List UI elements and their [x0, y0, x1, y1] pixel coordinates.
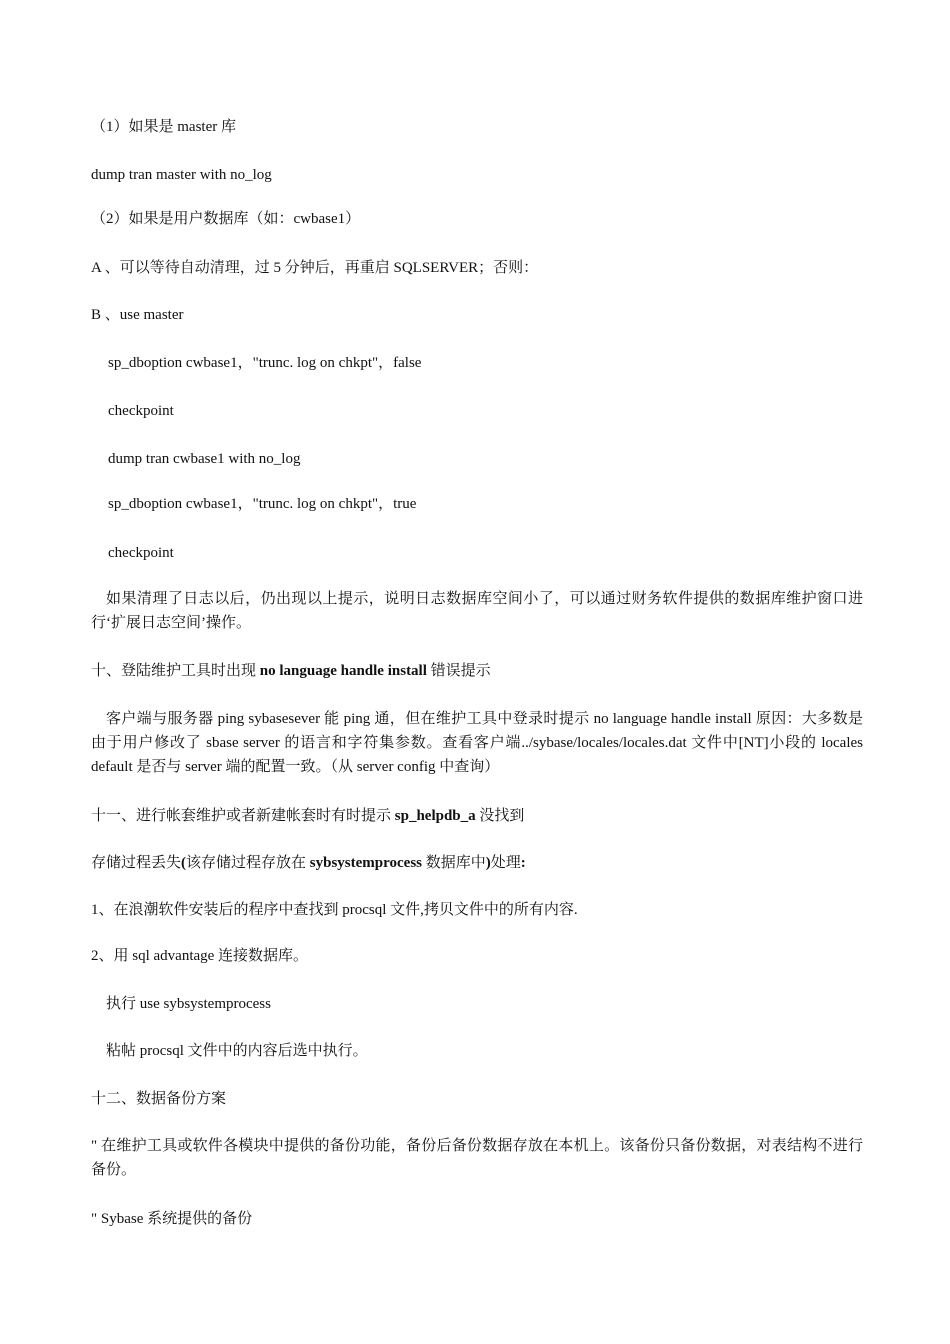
text-span: 处理 [490, 855, 521, 871]
heading-bold-text: no language handle install [259, 663, 427, 679]
text-line: A 、可以等待自动清理，过 5 分钟后，再重启 SQLSERVER；否则： [91, 260, 539, 276]
text-line: （1）如果是 master 库 [91, 119, 236, 135]
text-span: 数据库中 [422, 855, 486, 871]
heading-text: 没找到 [475, 808, 525, 824]
code-line: checkpoint [108, 545, 174, 561]
code-line: dump tran master with no_log [91, 167, 272, 183]
text-line: 粘帖 procsql 文件中的内容后选中执行。 [106, 1043, 368, 1059]
text-line: 执行 use sybsystemprocess [106, 996, 271, 1012]
code-line: B 、use master [91, 307, 184, 323]
paragraph: 客户端与服务器 ping sybasesever 能 ping 通，但在维护工具中登录时提示 no language handle install 原因：大多数是由于用户修改了 sbase server 的语言和字符集参数。查看客户端../sybase/locales/locales.dat 文件中[NT]小段的 locales default 是否与 server 端的配置一致。（从 server config 中查询） [91, 711, 863, 775]
section-heading-10 [91, 660, 866, 683]
text-line: " Sybase 系统提供的备份 [91, 1211, 253, 1227]
bold-span: sybsystemprocess [309, 855, 423, 871]
heading-text: 错误提示 [426, 663, 491, 679]
text-line: 2、用 sql advantage 连接数据库。 [91, 948, 309, 964]
paragraph: 如果清理了日志以后，仍出现以上提示，说明日志数据库空间小了，可以通过财务软件提供的数据库维护窗口进行‘扩展日志空间’操作。 [91, 591, 863, 631]
code-line: sp_dboption cwbase1，"trunc. log on chkpt"，true [108, 496, 417, 512]
heading-bold-text: sp_helpdb_a [394, 808, 476, 824]
heading-text: 十一、进行帐套维护或者新建帐套时有时提示 [91, 808, 395, 824]
paragraph: " 在维护工具或软件各模块中提供的备份功能，备份后备份数据存放在本机上。该备份只备份数据，对表结构不进行备份。 [91, 1138, 863, 1178]
section-heading-11 [91, 805, 866, 828]
bold-span: ) [485, 855, 491, 871]
text-line: 1、在浪潮软件安装后的程序中查找到 procsql 文件,拷贝文件中的所有内容. [91, 902, 578, 918]
section-heading-12: 十二、数据备份方案 [91, 1091, 227, 1107]
text-span: 存储过程丢失 [91, 855, 182, 871]
code-line: dump tran cwbase1 with no_log [108, 451, 301, 467]
text-span: 该存储过程存放在 [186, 855, 310, 871]
code-line: checkpoint [108, 403, 174, 419]
text-line [91, 852, 866, 875]
heading-text: 十、登陆维护工具时出现 [91, 663, 260, 679]
code-line: sp_dboption cwbase1，"trunc. log on chkpt"，false [108, 355, 422, 371]
bold-span: ( [181, 855, 187, 871]
bold-span: : [520, 855, 526, 871]
text-line: （2）如果是用户数据库（如：cwbase1） [91, 211, 361, 227]
